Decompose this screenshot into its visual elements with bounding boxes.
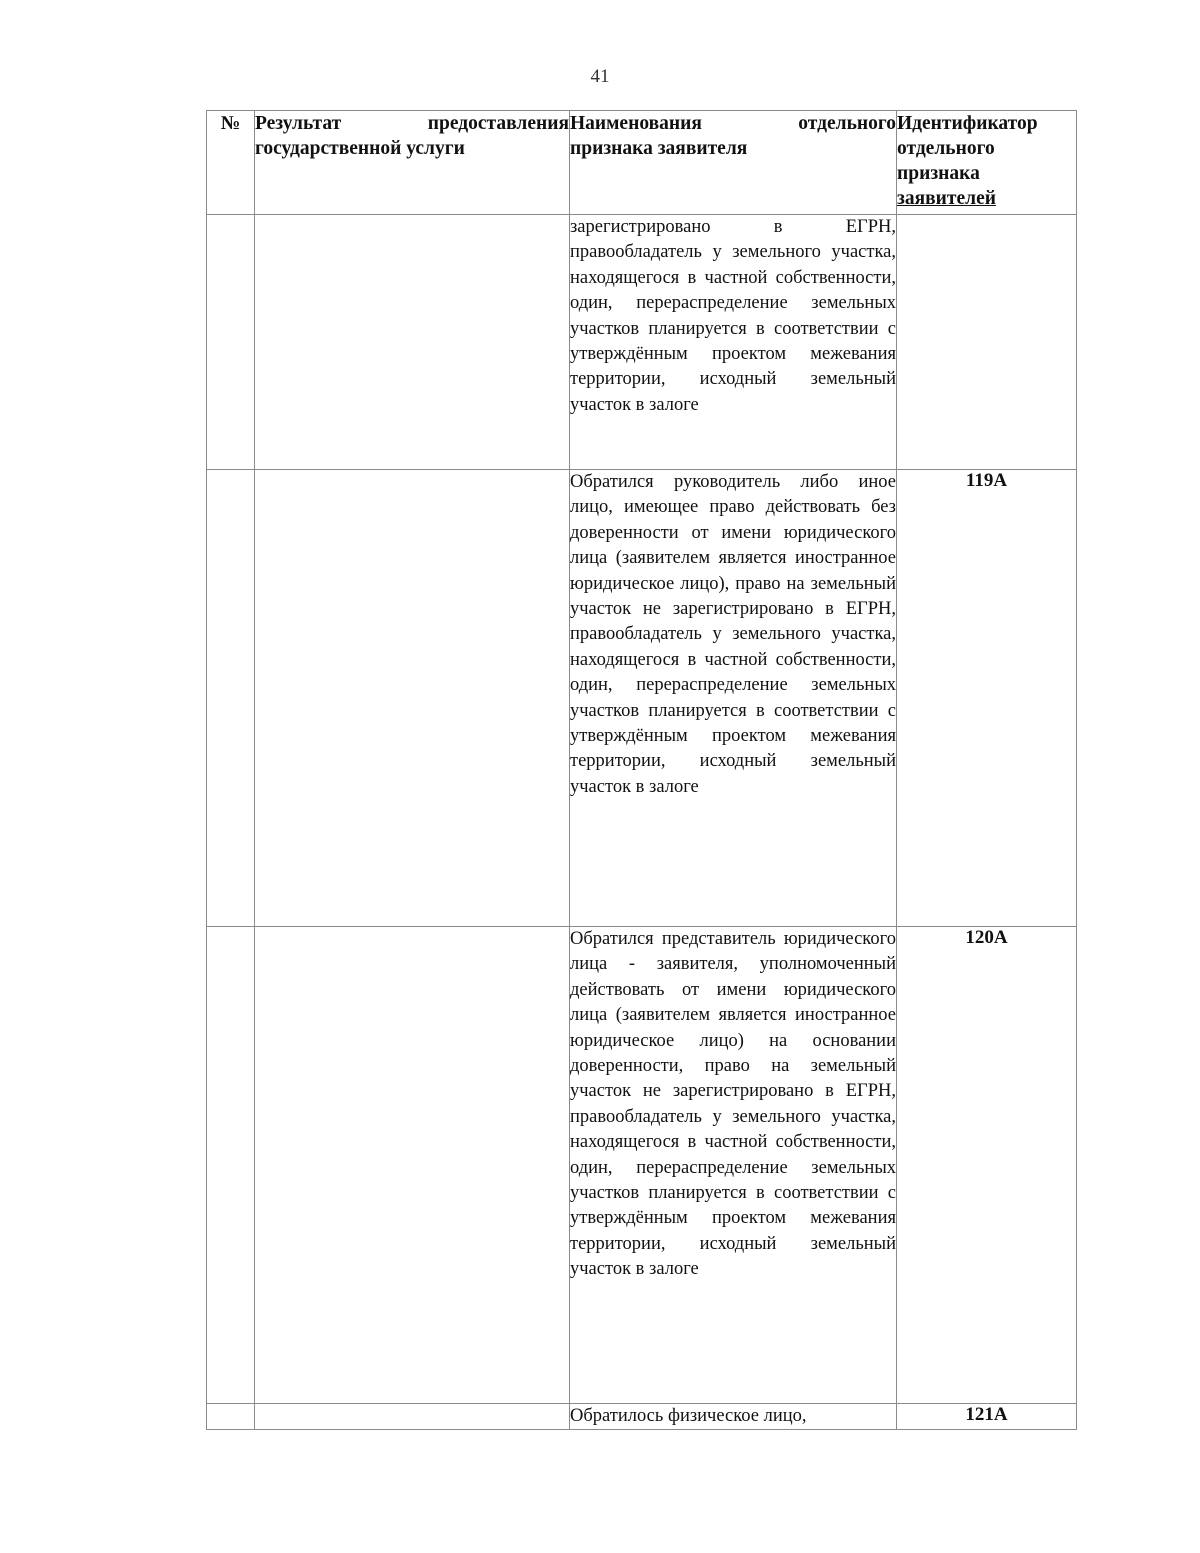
cell-identifier: 121А — [897, 1404, 1077, 1430]
cell-attribute-text — [570, 1404, 897, 1430]
header-attr-line1: Наименования отдельного — [570, 113, 896, 134]
cell-result — [255, 215, 570, 470]
cell-result — [255, 927, 570, 1404]
header-result-line2: государственной услуги — [255, 138, 465, 159]
table-row — [207, 927, 1077, 1404]
cell-number — [207, 1404, 255, 1430]
cell-identifier — [897, 215, 1077, 470]
cell-attribute-text — [570, 215, 897, 470]
header-result-line1: Результат предоставления — [255, 113, 569, 134]
header-id-line3: признака — [897, 163, 980, 184]
cell-identifier: 119А — [897, 470, 1077, 927]
attribute-text: Обратился руководитель либо иное лицо, имеющее право действовать без доверенности от имени юридического лица (заявителем является иностранное юридическое лицо), право на земельный участок не зарегистрировано в ЕГРН, правообладатель у земельного участка, находящегося в частной собственности, один, перераспределение земельных участков планируется в соответствии с утверждённым проектом межевания территории, исходный земельный участок в залоге — [570, 472, 896, 797]
table-row — [207, 1404, 1077, 1430]
attribute-text: зарегистрировано в ЕГРН, правообладатель у земельного участка, находящегося в частной собственности, один, перераспределение земельных участков планируется в соответствии с утверждённым проектом межевания территории, исходный земельный участок в залоге — [570, 217, 896, 415]
cell-result — [255, 470, 570, 927]
applicant-attributes-table — [206, 110, 1077, 1430]
cell-attribute-text — [570, 927, 897, 1404]
cell-identifier: 120А — [897, 927, 1077, 1404]
table-row — [207, 470, 1077, 927]
table-row — [207, 215, 1077, 470]
header-attr-line2: признака заявителя — [570, 138, 748, 159]
table-header-row — [207, 111, 1077, 215]
header-id-line2: отдельного — [897, 138, 995, 159]
header-attribute-name — [570, 111, 897, 215]
header-id-line1: Идентификатор — [897, 113, 1038, 134]
attribute-text: Обратился представитель юридического лица - заявителя, уполномоченный действовать от имени юридического лица (заявителем является иностранное юридическое лицо) на основании доверенности, право на земельный участок не зарегистрировано в ЕГРН, правообладатель у земельного участка, находящегося в частной собственности, один, перераспределение земельных участков планируется в соответствии с утверждённым проектом межевания территории, исходный земельный участок в залоге — [570, 929, 896, 1280]
page-number: 41 — [590, 66, 610, 87]
header-result — [255, 111, 570, 215]
cell-number — [207, 215, 255, 470]
cell-result — [255, 1404, 570, 1430]
cell-number — [207, 927, 255, 1404]
attribute-text: Обратилось физическое лицо, — [570, 1406, 807, 1426]
cell-number — [207, 470, 255, 927]
header-identifier — [897, 111, 1077, 215]
header-id-line4: заявителей — [897, 188, 996, 209]
header-number: № — [207, 111, 255, 215]
cell-attribute-text — [570, 470, 897, 927]
